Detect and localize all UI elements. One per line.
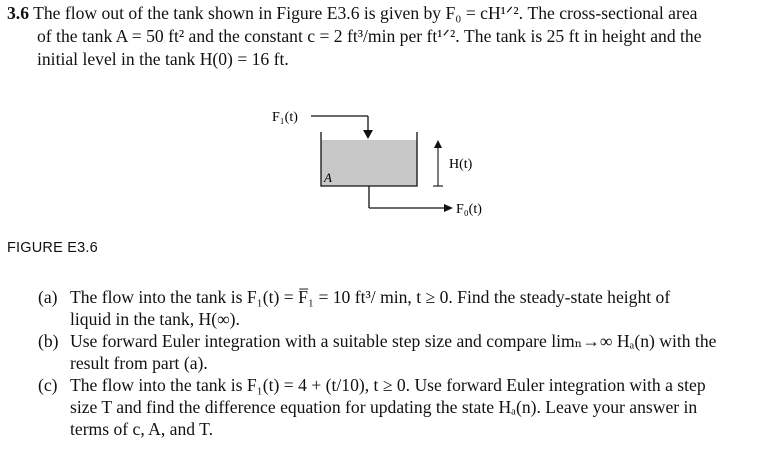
figure-caption: FIGURE E3.6 [7,240,98,256]
part-label: (a) [38,287,58,307]
outflow-arrow-head [444,204,453,212]
problem-text-1: The flow out of the tank shown in Figure E3.6 is given by F₀ = cH¹ᐟ². The cross-sectional area [29,3,698,23]
part-a [38,286,768,330]
part-b [38,330,768,374]
part-c [38,374,768,440]
part-label: (b) [38,331,59,351]
problem-line-3: initial level in the tank H(0) = 16 ft. [37,49,289,69]
inflow-label: F₁(t) [272,110,298,125]
part-label: (c) [38,375,58,395]
problem-number: 3.6 [7,3,29,23]
part-line: The flow into the tank is F₁(t) = F̅₁ = 10 ft³/ min, t ≥ 0. Find the steady-state height of [70,287,671,307]
part-line: liquid in the tank, H(∞). [70,309,240,329]
part-line: Use forward Euler integration with a suitable step size and compare limₙ→∞ Hₐ(n) with the [70,331,717,351]
part-line: result from part (a). [70,353,208,373]
problem-line-2: of the tank A = 50 ft² and the constant c = 2 ft³/min per ft¹ᐟ². The tank is 25 ft in height and the [37,26,702,46]
outflow-label: F₀(t) [456,202,482,217]
problem-parts [38,286,768,440]
height-arrow-head [434,140,442,148]
level-label: H(t) [449,157,473,172]
inflow-arrow-head [363,130,373,139]
part-line: The flow into the tank is F₁(t) = 4 + (t/10), t ≥ 0. Use forward Euler integration with a step [70,375,706,395]
area-label: A [324,170,332,185]
part-line: terms of c, A, and T. [70,419,213,439]
liquid-fill [321,140,417,186]
part-line: size T and find the difference equation for updating the state Hₐ(n). Leave your answer in [70,397,698,417]
